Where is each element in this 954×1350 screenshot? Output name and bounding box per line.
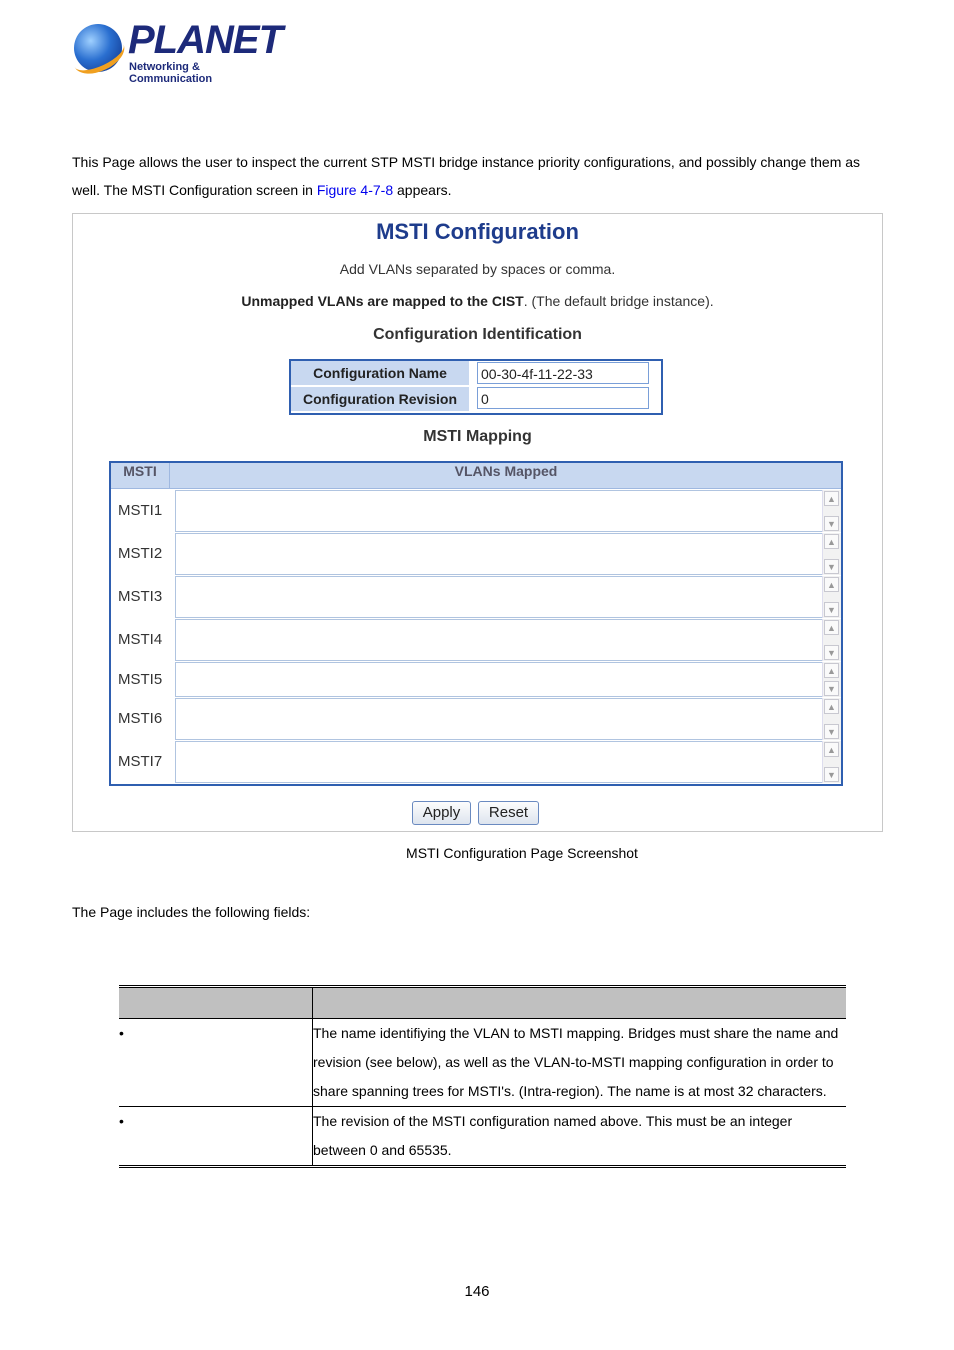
vlans-textarea[interactable]	[175, 619, 839, 661]
scroll-up-icon[interactable]: ▲	[824, 577, 839, 592]
msti-label: MSTI1	[118, 502, 163, 519]
table-row	[119, 1107, 846, 1167]
mapping-row	[111, 532, 841, 575]
unmapped-note-rest: . (The default bridge instance).	[523, 293, 714, 309]
mapping-header	[111, 463, 841, 489]
scroll-down-icon[interactable]: ▼	[824, 516, 839, 531]
unmapped-note	[73, 293, 882, 309]
figure-title: MSTI Configuration	[376, 219, 579, 244]
vlans-textarea[interactable]	[175, 662, 839, 697]
msti-mapping-title: MSTI Mapping	[423, 428, 532, 445]
col-vlans-header: VLANs Mapped	[454, 463, 558, 479]
scroll-down-icon[interactable]: ▼	[824, 767, 839, 782]
logo-tagline: Networking & Communication	[129, 61, 213, 85]
apply-button[interactable]: Apply	[412, 801, 471, 825]
mapping-row	[111, 575, 841, 618]
textarea-scrollbar[interactable]	[822, 576, 841, 618]
msti-label: MSTI3	[118, 588, 163, 605]
fields-intro: The Page includes the following fields:	[72, 904, 311, 920]
figure-link[interactable]: Figure 4-7-8	[316, 182, 394, 198]
fields-header-row	[119, 987, 846, 1019]
unmapped-note-bold: Unmapped VLANs are mapped to the CIST	[241, 293, 524, 309]
col-msti-header: MSTI	[111, 463, 170, 488]
field-description: The name identifiying the VLAN to MSTI mapping. Bridges must share the name and revision (see below), as well as the VLAN-to-MSTI mapping configuration in order to share spanning trees for MSTI's. (Intra-region). The name is at most 32 characters.	[313, 1019, 847, 1107]
textarea-scrollbar[interactable]	[822, 698, 841, 740]
msti-label: MSTI4	[118, 631, 163, 648]
scroll-up-icon[interactable]: ▲	[824, 491, 839, 506]
object-header	[119, 987, 313, 1019]
config-id-title: Configuration Identification	[373, 326, 582, 343]
planet-logo	[72, 18, 282, 85]
config-revision-label: Configuration Revision	[291, 387, 469, 412]
config-revision-row	[291, 387, 661, 413]
vlan-hint: Add VLANs separated by spaces or comma.	[339, 261, 616, 277]
description-header	[313, 987, 847, 1019]
scroll-up-icon[interactable]: ▲	[824, 742, 839, 757]
msti-label: MSTI5	[118, 670, 163, 688]
msti-label: MSTI7	[118, 753, 163, 770]
field-description: The revision of the MSTI configuration named above. This must be an integer between 0 and 65535.	[313, 1107, 847, 1167]
msti-mapping-table	[109, 461, 843, 786]
bullet: •	[119, 1107, 313, 1167]
vlans-textarea[interactable]	[175, 576, 839, 618]
textarea-scrollbar[interactable]	[822, 490, 841, 532]
intro-text-end: appears.	[393, 182, 452, 198]
intro-paragraph	[72, 148, 892, 204]
vlans-textarea[interactable]	[175, 698, 839, 740]
scroll-up-icon[interactable]: ▲	[824, 620, 839, 635]
config-revision-input[interactable]: 0	[477, 387, 649, 409]
reset-button[interactable]: Reset	[478, 801, 539, 825]
scroll-down-icon[interactable]: ▼	[824, 602, 839, 617]
textarea-scrollbar[interactable]	[822, 741, 841, 783]
intro-text: well. The MSTI Configuration screen in	[72, 182, 317, 198]
msti-configuration-figure	[72, 213, 883, 832]
scroll-down-icon[interactable]: ▼	[824, 681, 839, 696]
msti-label: MSTI2	[118, 545, 163, 562]
config-name-row	[291, 361, 661, 387]
scroll-up-icon[interactable]: ▲	[824, 663, 839, 678]
page-number: 146	[464, 1283, 490, 1300]
scroll-down-icon[interactable]: ▼	[824, 559, 839, 574]
msti-label: MSTI6	[118, 710, 163, 727]
mapping-row	[111, 489, 841, 532]
mapping-row	[111, 661, 841, 697]
config-name-label: Configuration Name	[291, 361, 469, 386]
logo-wordmark: PLANET	[128, 18, 282, 62]
vlans-textarea[interactable]	[175, 533, 839, 575]
textarea-scrollbar[interactable]	[822, 533, 841, 575]
figure-caption: MSTI Configuration Page Screenshot	[406, 845, 638, 861]
textarea-scrollbar[interactable]	[822, 662, 841, 697]
mapping-row	[111, 618, 841, 661]
config-name-input[interactable]: 00-30-4f-11-22-33	[477, 362, 649, 384]
textarea-scrollbar[interactable]	[822, 619, 841, 661]
intro-line-1: This Page allows the user to inspect the current STP MSTI bridge instance priority configurations, and possibly change them as	[72, 154, 861, 170]
scroll-down-icon[interactable]: ▼	[824, 724, 839, 739]
mapping-row	[111, 740, 841, 783]
config-identification-table	[289, 359, 663, 415]
fields-table	[119, 985, 846, 1168]
scroll-up-icon[interactable]: ▲	[824, 534, 839, 549]
scroll-down-icon[interactable]: ▼	[824, 645, 839, 660]
scroll-up-icon[interactable]: ▲	[824, 699, 839, 714]
intro-line-2	[72, 176, 892, 204]
vlans-textarea[interactable]	[175, 490, 839, 532]
bullet: •	[119, 1019, 313, 1107]
mapping-row	[111, 697, 841, 740]
table-row	[119, 1019, 846, 1107]
vlans-textarea[interactable]	[175, 741, 839, 783]
